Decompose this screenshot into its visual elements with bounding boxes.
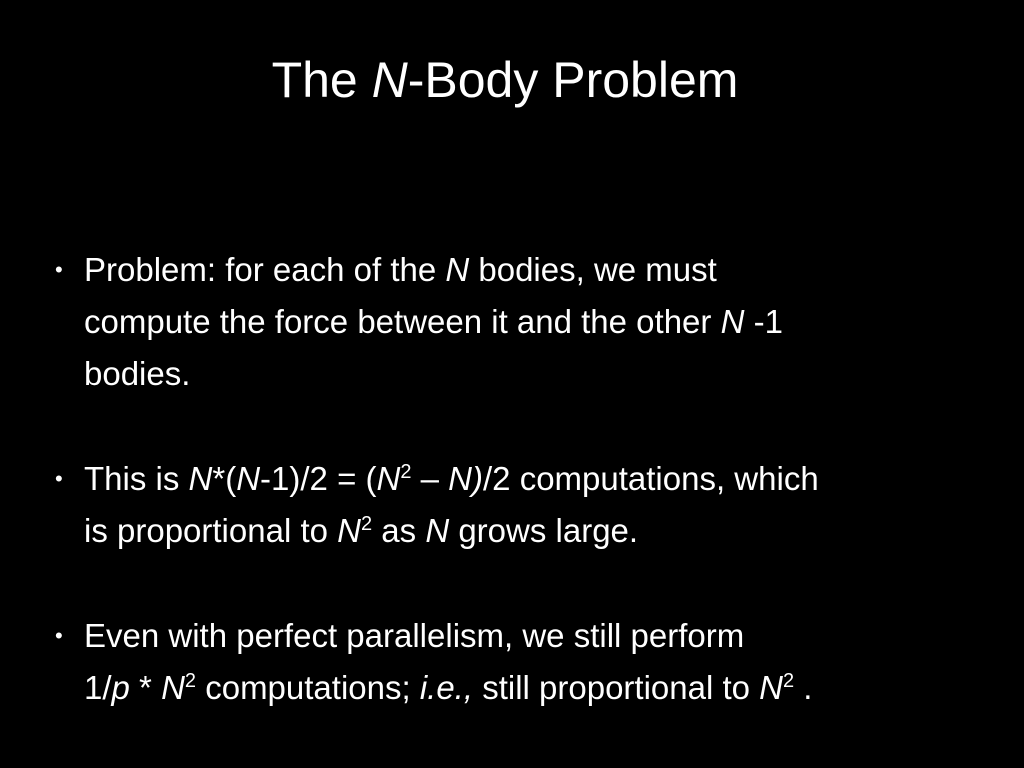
superscript: 2 — [783, 670, 795, 692]
text-run: bodies, we must — [469, 251, 717, 288]
text-run: – — [411, 460, 449, 497]
text-run: as — [372, 512, 426, 549]
superscript: 2 — [184, 670, 197, 692]
math-variable: N — [720, 303, 745, 340]
math-variable: N — [188, 460, 213, 497]
bullet-line — [84, 662, 1005, 714]
text-run: grows large. — [449, 512, 639, 549]
text-run: compute the force between it and the other — [84, 303, 721, 340]
text-run: *( — [212, 460, 237, 497]
slide-title — [0, 50, 1010, 110]
bullet-dot-icon: • — [55, 257, 63, 282]
title-italic-n: N — [371, 52, 408, 108]
text-run: /2 computations, which — [483, 460, 819, 497]
math-variable: N) — [448, 460, 483, 497]
math-variable: N — [337, 512, 361, 549]
text-run: Problem: for each of the — [84, 251, 446, 288]
superscript: 2 — [400, 461, 412, 483]
bullet-line: bodies. — [84, 355, 191, 392]
text-run: 1/ — [84, 669, 112, 706]
text-run: This is — [84, 460, 189, 497]
math-variable: p — [111, 669, 130, 706]
math-variable: N — [161, 669, 185, 706]
bullet-dot-icon: • — [55, 623, 63, 648]
title-suffix: -Body Problem — [407, 52, 739, 108]
bullet-list — [55, 244, 1005, 714]
title-prefix: The — [271, 52, 372, 108]
bullet-line — [84, 505, 1005, 557]
text-run: . — [794, 669, 813, 706]
bullet-item-parallelism — [55, 610, 1005, 714]
text-run: -1 — [744, 303, 783, 340]
bullet-dot-icon: • — [55, 466, 63, 491]
superscript: 2 — [360, 513, 373, 535]
emphasis-text: i.e., — [419, 669, 474, 706]
text-run: computations; — [196, 669, 420, 706]
bullet-item-computations — [55, 453, 1005, 557]
math-variable: N — [425, 512, 450, 549]
math-variable: N — [236, 460, 261, 497]
text-run: is proportional to — [84, 512, 338, 549]
bullet-line — [84, 453, 1005, 505]
bullet-item-problem — [55, 244, 1005, 400]
text-run: -1)/2 = ( — [260, 460, 377, 497]
text-run: still proportional to — [473, 669, 760, 706]
text-run: * — [129, 669, 162, 706]
math-variable: N — [445, 251, 470, 288]
bullet-line — [84, 244, 1005, 296]
bullet-line: Even with perfect parallelism, we still perform — [84, 617, 745, 654]
bullet-line — [84, 296, 1005, 348]
math-variable: N — [376, 460, 401, 497]
math-variable: N — [759, 669, 784, 706]
